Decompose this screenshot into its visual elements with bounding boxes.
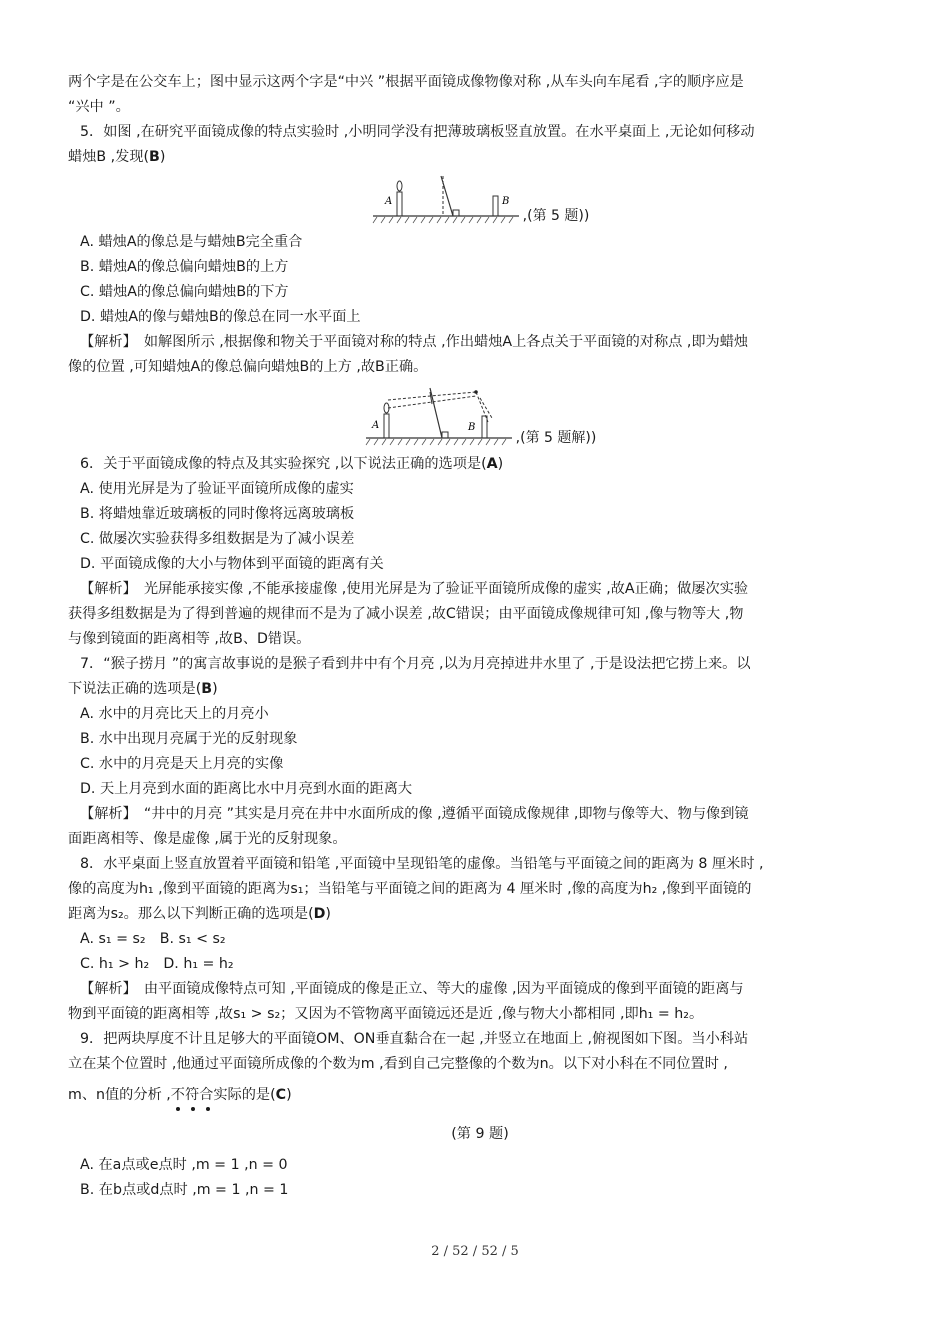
q6-stem: 6．关于平面镜成像的特点及其实验探究 ,以下说法正确的选项是(A) — [80, 456, 504, 472]
q9-option: A. 在a点或e点时 ,m = 1 ,n = 0 — [80, 1157, 288, 1173]
q8-stem: 8．水平桌面上竖直放置着平面镜和铅笔 ,平面镜中呈现铅笔的虚像。当铅笔与平面镜之间的距离为 8 厘米时 , — [80, 856, 764, 872]
intro-line: “兴中 ”。 — [68, 99, 130, 115]
q5-option: A. 蜡烛A的像总是与蜡烛B完全重合 — [80, 234, 303, 250]
q7-stem-end: 下说法正确的选项是(B) — [68, 681, 218, 697]
q9-option: B. 在b点或d点时 ,m = 1 ,n = 1 — [80, 1182, 289, 1198]
q6-option: B. 将蜡烛靠近玻璃板的同时像将远离玻璃板 — [80, 506, 355, 522]
q9-answer: C — [275, 1087, 287, 1103]
q9-stem: 9．把两块厚度不计且足够大的平面镜OM、ON垂直黏合在一起 ,并竖立在地面上 ,俯视图如下图。当小科站 — [80, 1031, 749, 1047]
q6-answer: A — [486, 456, 498, 472]
q6-option: C. 做屡次实验获得多组数据是为了减小误差 — [80, 531, 355, 547]
q5-figure — [68, 172, 892, 226]
q9-stem-end: m、n值的分析 ,不符合 实际的是(C) — [68, 1083, 892, 1108]
q8-analysis: 【解析】 由平面镜成像特点可知 ,平面镜成的像是正立、等大的虚像 ,因为平面镜成的像到平面镜的距离与 — [80, 981, 744, 997]
q6-analysis: 获得多组数据是为了得到普遍的规律而不是为了减小误差 ,故C错误；由平面镜成像规律可知 ,像与物等大 ,物 — [68, 606, 744, 622]
q5-option: C. 蜡烛A的像总偏向蜡烛B的下方 — [80, 284, 289, 300]
q8-options-row: C. h₁ > h₂ D. h₁ = h₂ — [80, 956, 234, 972]
label-a: A — [371, 420, 379, 431]
q5-option: D. 蜡烛A的像与蜡烛B的像总在同一水平面上 — [80, 309, 361, 325]
document-body — [68, 70, 892, 1203]
q6-analysis: 【解析】 光屏能承接实像 ,不能承接虚像 ,使用光屏是为了验证平面镜所成像的虚实 ,故A正确；做屡次实验 — [80, 581, 749, 597]
q8-analysis: 物到平面镜的距离相等 ,故s₁ > s₂；又因为不管物离平面镜远还是近 ,像与物大小都相同 ,即h₁ = h₂。 — [68, 1006, 704, 1022]
q7-stem: 7．“猴子捞月 ”的寓言故事说的是猴子看到井中有个月亮 ,以为月亮掉进井水里了 ,于是设法把它捞上来。以 — [80, 656, 751, 672]
q7-option: B. 水中出现月亮属于光的反射现象 — [80, 731, 298, 747]
q7-option: D. 天上月亮到水面的距离比水中月亮到水面的距离大 — [80, 781, 413, 797]
q5-solution-caption: ,(第 5 题解)) — [515, 430, 597, 446]
q8-stem-end: 距离为s₂。那么以下判断正确的选项是(D) — [68, 906, 331, 922]
label-b: B — [467, 422, 476, 433]
emphasis-text: 不符合 — [171, 1087, 214, 1103]
q7-answer: B — [201, 681, 213, 697]
q9-stem: 立在某个位置时 ,他通过平面镜所成像的个数为m ,看到自己完整像的个数为n。以下对小科在不同位置时 , — [68, 1056, 728, 1072]
q5-diagram — [371, 172, 521, 226]
q7-option: A. 水中的月亮比天上的月亮小 — [80, 706, 269, 722]
q5-solution-diagram — [364, 382, 514, 448]
q9-figure-caption: (第 9 题) — [451, 1126, 509, 1142]
q5-option: B. 蜡烛A的像总偏向蜡烛B的上方 — [80, 259, 289, 275]
q6-option: A. 使用光屏是为了验证平面镜所成像的虚实 — [80, 481, 354, 497]
q5-stem-end: 蜡烛B ,发现(B) — [68, 149, 166, 165]
q8-stem: 像的高度为h₁ ,像到平面镜的距离为s₁；当铅笔与平面镜之间的距离为 4 厘米时 ,像的高度为h₂ ,像到平面镜的 — [68, 881, 752, 897]
q5-answer: B — [149, 149, 160, 165]
q5-analysis: 【解析】 如解图所示 ,根据像和物关于平面镜对称的特点 ,作出蜡烛A上各点关于平面镜的对称点 ,即为蜡烛 — [80, 334, 749, 350]
q5-figure-caption: ,(第 5 题)) — [522, 208, 590, 224]
q5-stem: 5．如图 ,在研究平面镜成像的特点实验时 ,小明同学没有把薄玻璃板竖直放置。在水平桌面上 ,无论如何移动 — [80, 124, 755, 140]
q7-analysis: 【解析】 “井中的月亮 ”其实是月亮在井中水面所成的像 ,遵循平面镜成像规律 ,即物与像等大、物与像到镜 — [80, 806, 749, 822]
q7-analysis: 面距离相等、像是虚像 ,属于光的反射现象。 — [68, 831, 347, 847]
label-b: B — [501, 196, 510, 207]
q8-options-row: A. s₁ = s₂ B. s₁ < s₂ — [80, 931, 226, 947]
q5-analysis: 像的位置 ,可知蜡烛A的像总偏向蜡烛B的上方 ,故B正确。 — [68, 359, 428, 375]
q5-solution-figure — [68, 382, 892, 448]
q6-analysis: 与像到镜面的距离相等 ,故B、D错误。 — [68, 631, 311, 647]
intro-line: 两个字是在公交车上；图中显示这两个字是“中兴 ”根据平面镜成像物像对称 ,从车头向车尾看 ,字的顺序应是 — [68, 74, 744, 90]
q7-option: C. 水中的月亮是天上月亮的实像 — [80, 756, 284, 772]
label-a: A — [384, 196, 392, 207]
page-footer: 2 / 52 / 52 / 5 — [431, 1244, 519, 1259]
q8-answer: D — [313, 906, 326, 922]
q6-option: D. 平面镜成像的大小与物体到平面镜的距离有关 — [80, 556, 384, 572]
